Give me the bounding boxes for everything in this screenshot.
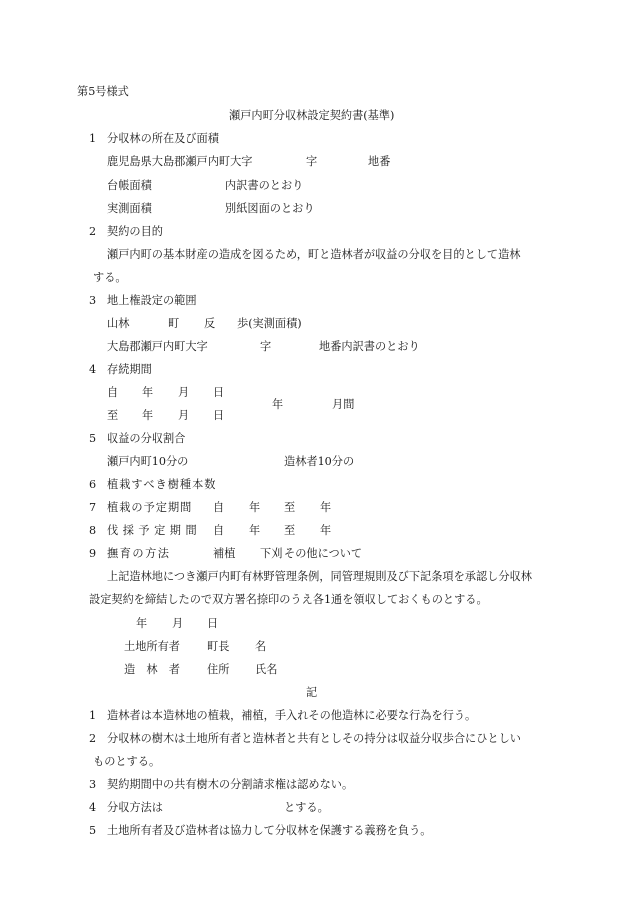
section-2-heading: 契約の目的 [107, 225, 163, 238]
document-title: 瀬戸内町分収林設定契約書(基準) [229, 109, 395, 122]
bu-unit: 歩(実測面積) [237, 317, 302, 330]
section-9-heading: 撫育の方法 [107, 547, 171, 560]
period-from-month: 月 [178, 386, 190, 399]
planting-to: 至 [284, 501, 296, 514]
purpose-line-2: する。 [93, 271, 127, 284]
section-7-heading: 植栽の予定期間 [107, 501, 193, 514]
tending-hoshoku: 補植 [213, 547, 236, 560]
sanrin-label: 山林 [107, 317, 130, 330]
section-6-number: 6 [89, 478, 97, 491]
felling-to: 至 [284, 524, 296, 537]
section-2-number: 2 [89, 225, 97, 238]
period-to: 至 [107, 409, 119, 422]
share-forester: 造林者10分の [284, 455, 355, 468]
daicho-area-value: 内訳書のとおり [225, 179, 304, 192]
felling-to-year: 年 [320, 524, 332, 537]
ki-heading: 記 [306, 686, 318, 699]
cho-unit: 町 [168, 317, 180, 330]
clause-2-number: 2 [89, 732, 97, 745]
owner-title: 町長 [207, 640, 230, 653]
location-prefecture: 鹿児島県大島郡瀬戸内町大字 [107, 155, 253, 168]
owner-name: 名 [255, 640, 267, 653]
duration-month: 月間 [332, 398, 355, 411]
date-day: 日 [207, 617, 219, 630]
date-year: 年 [136, 617, 148, 630]
period-from-day: 日 [213, 386, 225, 399]
period-from: 自 [107, 386, 119, 399]
clause-5-number: 5 [89, 824, 97, 837]
clause-5-text: 土地所有者及び造林者は協力して分収林を保護する義務を負う。 [107, 824, 432, 837]
clause-2-text: 分収林の樹木は土地所有者と造林者と共有としその持分は収益分収歩合にひとしい [107, 732, 521, 745]
purpose-line-1: 瀬戸内町の基本財産の造成を図るため，町と造林者が収益の分収を目的として造林 [107, 248, 521, 261]
range-chiban: 地番内訳書のとおり [319, 340, 420, 353]
section-6-heading: 植栽すべき樹種本数 [107, 478, 217, 491]
forester-address: 住所 [207, 663, 230, 676]
section-7-number: 7 [89, 501, 97, 514]
duration-year: 年 [272, 398, 284, 411]
section-3-number: 3 [89, 294, 97, 307]
tending-other: その他について [284, 547, 363, 560]
section-4-number: 4 [89, 363, 97, 376]
clause-4-number: 4 [89, 801, 97, 814]
daicho-area-label: 台帳面積 [107, 179, 152, 192]
section-1-number: 1 [89, 132, 97, 145]
planting-to-year: 年 [320, 501, 332, 514]
preamble-line-2: 設定契約を締結したので双方署名捺印のうえ各1通を領収しておくものとする。 [89, 593, 488, 606]
forester-label: 造 林 者 [124, 663, 180, 676]
jissoku-area-label: 実測面積 [107, 202, 152, 215]
period-from-year: 年 [142, 386, 154, 399]
clause-3-text: 契約期間中の共有樹木の分割請求権は認めない。 [107, 778, 354, 791]
planting-from: 自 [213, 501, 225, 514]
clause-1-number: 1 [89, 709, 97, 722]
form-number: 第5号様式 [77, 85, 129, 98]
jissoku-area-value: 別紙図面のとおり [225, 202, 315, 215]
location-chiban: 地番 [368, 155, 391, 168]
section-5-heading: 収益の分収割合 [107, 432, 186, 445]
date-month: 月 [172, 617, 184, 630]
felling-from-year: 年 [249, 524, 261, 537]
preamble-line-1: 上記造林地につき瀬戸内町有林野管理条例，同管理規則及び下記条項を承認し分収林 [107, 570, 532, 583]
section-5-number: 5 [89, 432, 97, 445]
forester-name: 氏名 [255, 663, 278, 676]
location-aza: 字 [306, 155, 318, 168]
section-4-heading: 存続期間 [107, 363, 152, 376]
section-8-heading: 伐採予定期間 [107, 524, 202, 537]
clause-3-number: 3 [89, 778, 97, 791]
tan-unit: 反 [204, 317, 216, 330]
section-8-number: 8 [89, 524, 97, 537]
owner-label: 土地所有者 [124, 640, 180, 653]
clause-1-text: 造林者は本造林地の植栽，補植，手入れその他造林に必要な行為を行う。 [107, 709, 477, 722]
planting-from-year: 年 [249, 501, 261, 514]
section-3-heading: 地上権設定の範囲 [107, 294, 197, 307]
felling-from: 自 [213, 524, 225, 537]
clause-4-tail: とする。 [284, 801, 329, 814]
clause-2-continuation: ものとする。 [93, 755, 161, 768]
period-to-month: 月 [178, 409, 190, 422]
period-to-year: 年 [142, 409, 154, 422]
range-aza: 字 [260, 340, 272, 353]
section-9-number: 9 [89, 547, 97, 560]
range-location: 大島郡瀬戸内町大字 [107, 340, 208, 353]
section-1-heading: 分収林の所在及び面積 [107, 132, 219, 145]
share-town: 瀬戸内町10分の [107, 455, 189, 468]
tending-shitagari: 下刈 [260, 547, 283, 560]
clause-4-text: 分収方法は [107, 801, 163, 814]
period-to-day: 日 [213, 409, 225, 422]
